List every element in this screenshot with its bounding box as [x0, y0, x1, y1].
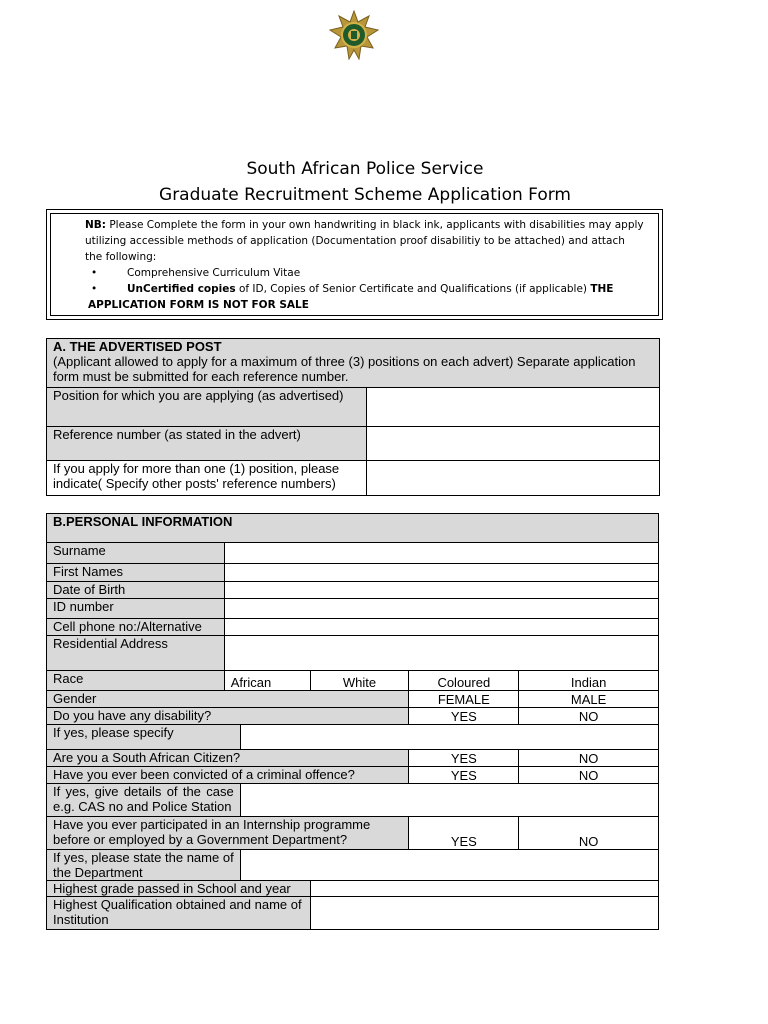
notice-text — [85, 217, 645, 313]
department-field[interactable] — [240, 850, 658, 881]
id-number-label: ID number — [47, 599, 225, 619]
first-names-label: First Names — [47, 564, 225, 582]
surname-field[interactable] — [224, 543, 658, 564]
qualification-label: Highest Qualification obtained and name of Institution — [47, 897, 311, 930]
nb-body: Please Complete the form in your own handwriting in black ink, applicants with disabilities may apply utilizing accessible methods of application (Documentation proof disabilitiy to be attached) and attach the following: — [85, 219, 644, 263]
notice-bullet-copies: • UnCertified copies of ID, Copies of Senior Certificate and Qualifications (if applicable) THE — [85, 281, 645, 297]
reference-field[interactable] — [366, 427, 659, 461]
section-a-title: A. THE ADVERTISED POST — [53, 339, 222, 354]
other-posts-field[interactable] — [366, 461, 659, 496]
convicted-no-option[interactable]: NO — [519, 767, 659, 784]
cell-field[interactable] — [224, 619, 658, 636]
case-details-field[interactable] — [240, 784, 658, 817]
section-a-note: (Applicant allowed to apply for a maximum of three (3) positions on each advert) Separate application form must be submitted for each reference number. — [53, 354, 636, 384]
notice-box — [46, 209, 663, 320]
disability-yes-option[interactable]: YES — [409, 708, 519, 725]
address-field[interactable] — [224, 636, 658, 671]
section-a-header — [47, 339, 660, 388]
other-posts-label: If you apply for more than one (1) position, please indicate( Specify other posts' reference numbers) — [47, 461, 367, 496]
citizen-yes-option[interactable]: YES — [409, 750, 519, 767]
grade-field[interactable] — [310, 881, 658, 897]
race-coloured-option[interactable]: Coloured — [409, 671, 519, 691]
dob-label: Date of Birth — [47, 582, 225, 599]
position-label: Position for which you are applying (as advertised) — [47, 388, 367, 427]
grade-label: Highest grade passed in School and year — [47, 881, 311, 897]
position-field[interactable] — [366, 388, 659, 427]
qualification-field[interactable] — [310, 897, 658, 930]
first-names-field[interactable] — [224, 564, 658, 582]
dob-field[interactable] — [224, 582, 658, 599]
convicted-yes-option[interactable]: YES — [409, 767, 519, 784]
race-african-option[interactable]: African — [224, 671, 310, 691]
internship-label: Have you ever participated in an Internship programme before or employed by a Government Department? — [47, 817, 409, 850]
convicted-label: Have you ever been convicted of a criminal offence? — [47, 767, 409, 784]
section-b-title: B.PERSONAL INFORMATION — [47, 514, 659, 543]
specify-field[interactable] — [240, 725, 658, 750]
race-white-option[interactable]: White — [310, 671, 409, 691]
gender-male-option[interactable]: MALE — [519, 691, 659, 708]
race-label: Race — [47, 671, 225, 691]
internship-yes-option[interactable]: YES — [409, 817, 519, 850]
case-details-label: If yes, give details of the case e.g. CAS no and Police Station — [47, 784, 241, 817]
notice-bullet-cv: • Comprehensive Curriculum Vitae — [85, 265, 645, 281]
specify-label: If yes, please specify — [47, 725, 241, 750]
citizen-label: Are you a South African Citizen? — [47, 750, 409, 767]
not-for-sale: APPLICATION FORM IS NOT FOR SALE — [88, 299, 309, 311]
id-number-field[interactable] — [224, 599, 658, 619]
org-name: South African Police Service — [246, 159, 484, 179]
internship-no-option[interactable]: NO — [519, 817, 659, 850]
citizen-no-option[interactable]: NO — [519, 750, 659, 767]
cell-label: Cell phone no:/Alternative — [47, 619, 225, 636]
reference-label: Reference number (as stated in the advert) — [47, 427, 367, 461]
disability-no-option[interactable]: NO — [519, 708, 659, 725]
gender-female-option[interactable]: FEMALE — [409, 691, 519, 708]
department-label: If yes, please state the name of the Department — [47, 850, 241, 881]
address-label: Residential Address — [47, 636, 225, 671]
section-b-table — [46, 513, 659, 930]
race-indian-option[interactable]: Indian — [519, 671, 659, 691]
disability-label: Do you have any disability? — [47, 708, 409, 725]
nb-label: NB: — [85, 219, 106, 231]
saps-star-badge-icon — [329, 10, 379, 60]
gender-label: Gender — [47, 691, 409, 708]
section-a-table — [46, 338, 660, 496]
form-title: Graduate Recruitment Scheme Application Form — [159, 185, 571, 205]
surname-label: Surname — [47, 543, 225, 564]
